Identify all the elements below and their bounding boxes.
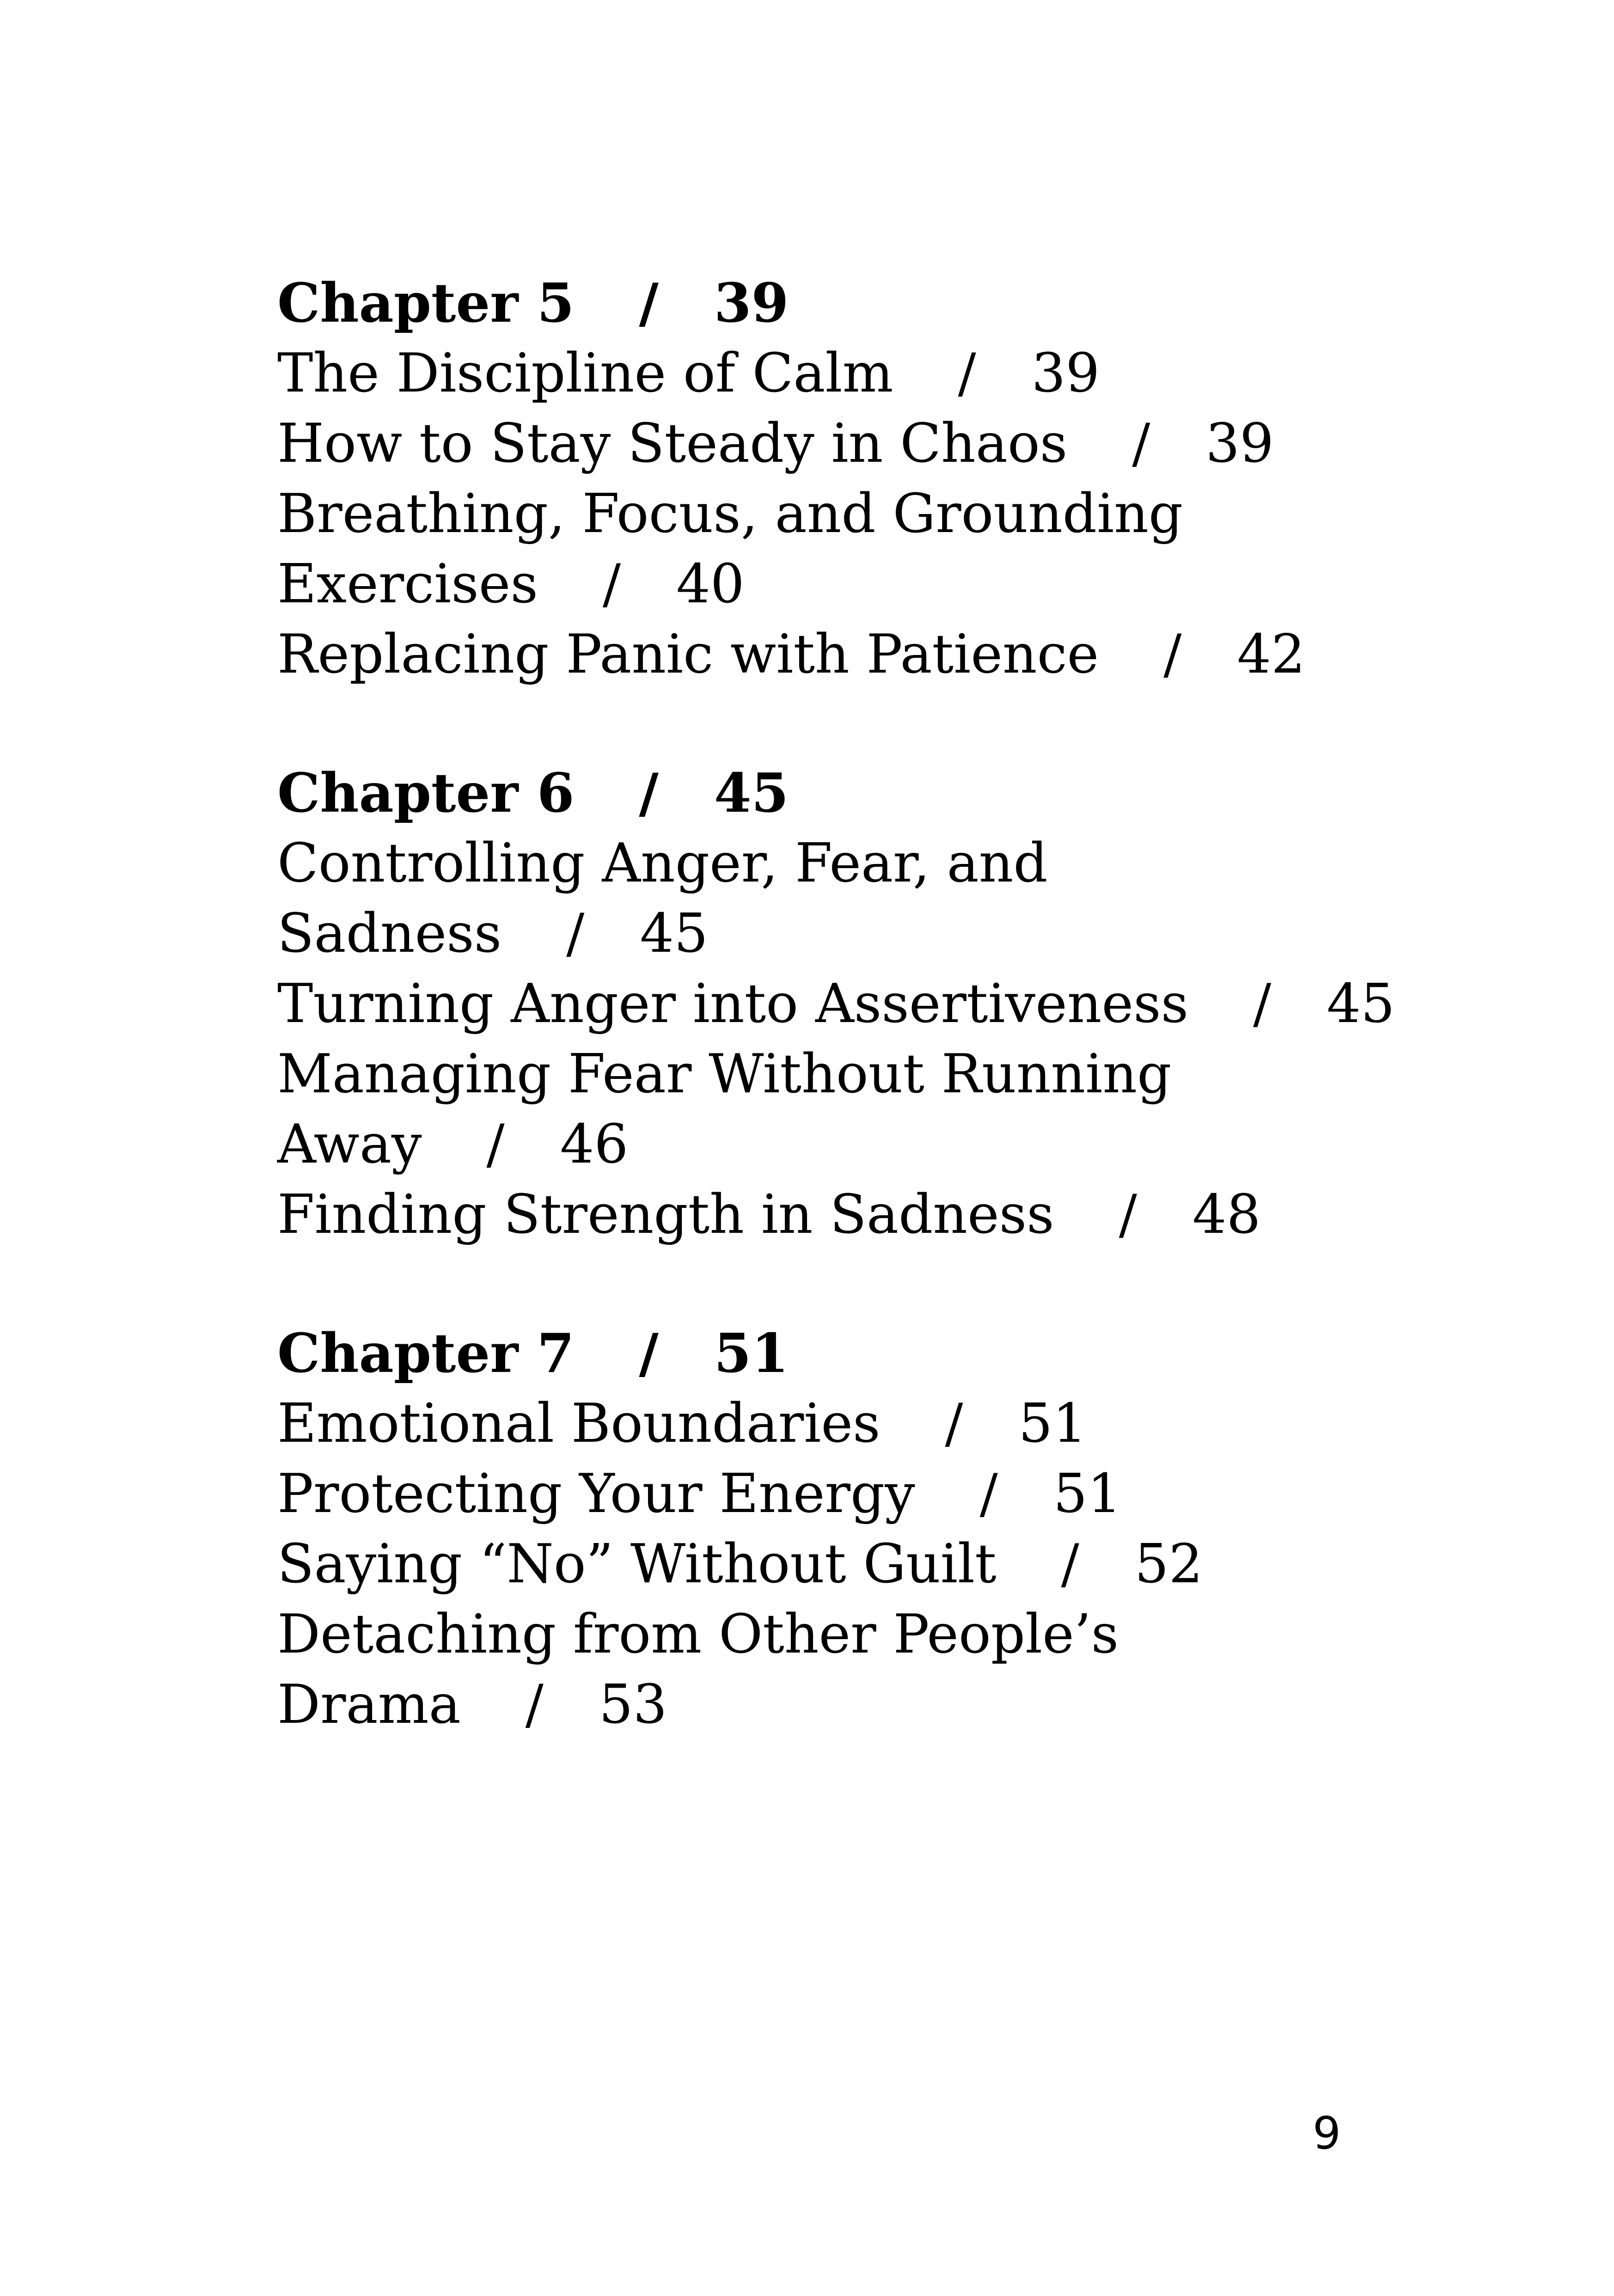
toc-entry: [277, 1670, 1525, 1740]
table-of-contents: [277, 268, 1525, 1808]
toc-entry: [277, 1599, 1525, 1670]
chapter-5-section: [277, 268, 1525, 690]
toc-entry: [277, 1039, 1525, 1109]
toc-entry: [277, 338, 1525, 409]
toc-entry: [277, 549, 1525, 619]
toc-entry: [277, 1459, 1525, 1529]
chapter-page-number: 39: [714, 272, 789, 335]
chapter-title: Chapter 7: [277, 1322, 575, 1385]
entry-page-number: 53: [599, 1673, 667, 1736]
separator: /: [639, 1322, 659, 1385]
chapter-heading: [277, 268, 1525, 338]
separator: /: [486, 1113, 505, 1176]
chapter-heading: [277, 758, 1525, 828]
entry-title: Saying “No” Without Guilt: [277, 1533, 997, 1595]
entry-title: Drama: [277, 1673, 461, 1736]
separator: /: [958, 342, 976, 404]
entry-page-number: 40: [676, 553, 745, 615]
entry-title: Breathing, Focus, and Grounding: [277, 483, 1183, 545]
separator: /: [1119, 1183, 1137, 1246]
entry-title: Replacing Panic with Patience: [277, 623, 1099, 686]
entry-page-number: 51: [1053, 1463, 1122, 1525]
entry-page-number: 42: [1237, 623, 1306, 686]
entry-title: Managing Fear Without Running: [277, 1043, 1172, 1105]
entry-title: Protecting Your Energy: [277, 1463, 915, 1525]
chapter-6-section: [277, 758, 1525, 1250]
entry-page-number: 52: [1134, 1533, 1203, 1595]
entry-page-number: 46: [560, 1113, 629, 1176]
separator: /: [566, 902, 585, 965]
entry-title: Detaching from Other People’s: [277, 1603, 1119, 1665]
separator: /: [1132, 412, 1150, 475]
separator: /: [1061, 1533, 1079, 1595]
entry-title: The Discipline of Calm: [277, 342, 893, 404]
toc-entry: [277, 1180, 1525, 1250]
entry-title: Emotional Boundaries: [277, 1392, 880, 1455]
toc-entry: [277, 828, 1525, 899]
separator: /: [1253, 973, 1272, 1035]
chapter-page-number: 45: [714, 762, 789, 825]
separator: /: [525, 1673, 544, 1736]
toc-entry: [277, 1529, 1525, 1599]
entry-page-number: 45: [640, 902, 708, 965]
toc-entry: [277, 899, 1525, 969]
entry-title: Controlling Anger, Fear, and: [277, 832, 1048, 894]
toc-entry: [277, 969, 1525, 1039]
toc-entry: [277, 1389, 1525, 1459]
toc-entry: [277, 1109, 1525, 1180]
separator: /: [639, 272, 659, 335]
entry-page-number: 48: [1192, 1183, 1261, 1246]
entry-title: Turning Anger into Assertiveness: [277, 973, 1189, 1035]
entry-title: How to Stay Steady in Chaos: [277, 412, 1068, 475]
separator: /: [639, 762, 659, 825]
entry-title: Finding Strength in Sadness: [277, 1183, 1054, 1246]
entry-title: Away: [277, 1113, 422, 1176]
chapter-title: Chapter 5: [277, 272, 575, 335]
entry-page-number: 51: [1018, 1392, 1087, 1455]
separator: /: [945, 1392, 963, 1455]
entry-page-number: 39: [1205, 412, 1274, 475]
page-number: 9: [1313, 2107, 1341, 2159]
separator: /: [1163, 623, 1182, 686]
separator: /: [602, 553, 621, 615]
separator: /: [979, 1463, 998, 1525]
chapter-heading: [277, 1318, 1525, 1389]
toc-entry: [277, 619, 1525, 690]
toc-entry: [277, 409, 1525, 479]
entry-page-number: 39: [1031, 342, 1100, 404]
entry-title: Exercises: [277, 553, 538, 615]
chapter-title: Chapter 6: [277, 762, 575, 825]
chapter-7-section: [277, 1318, 1525, 1740]
toc-entry: [277, 479, 1525, 549]
entry-title: Sadness: [277, 902, 502, 965]
chapter-page-number: 51: [714, 1322, 789, 1385]
entry-page-number: 45: [1327, 973, 1395, 1035]
